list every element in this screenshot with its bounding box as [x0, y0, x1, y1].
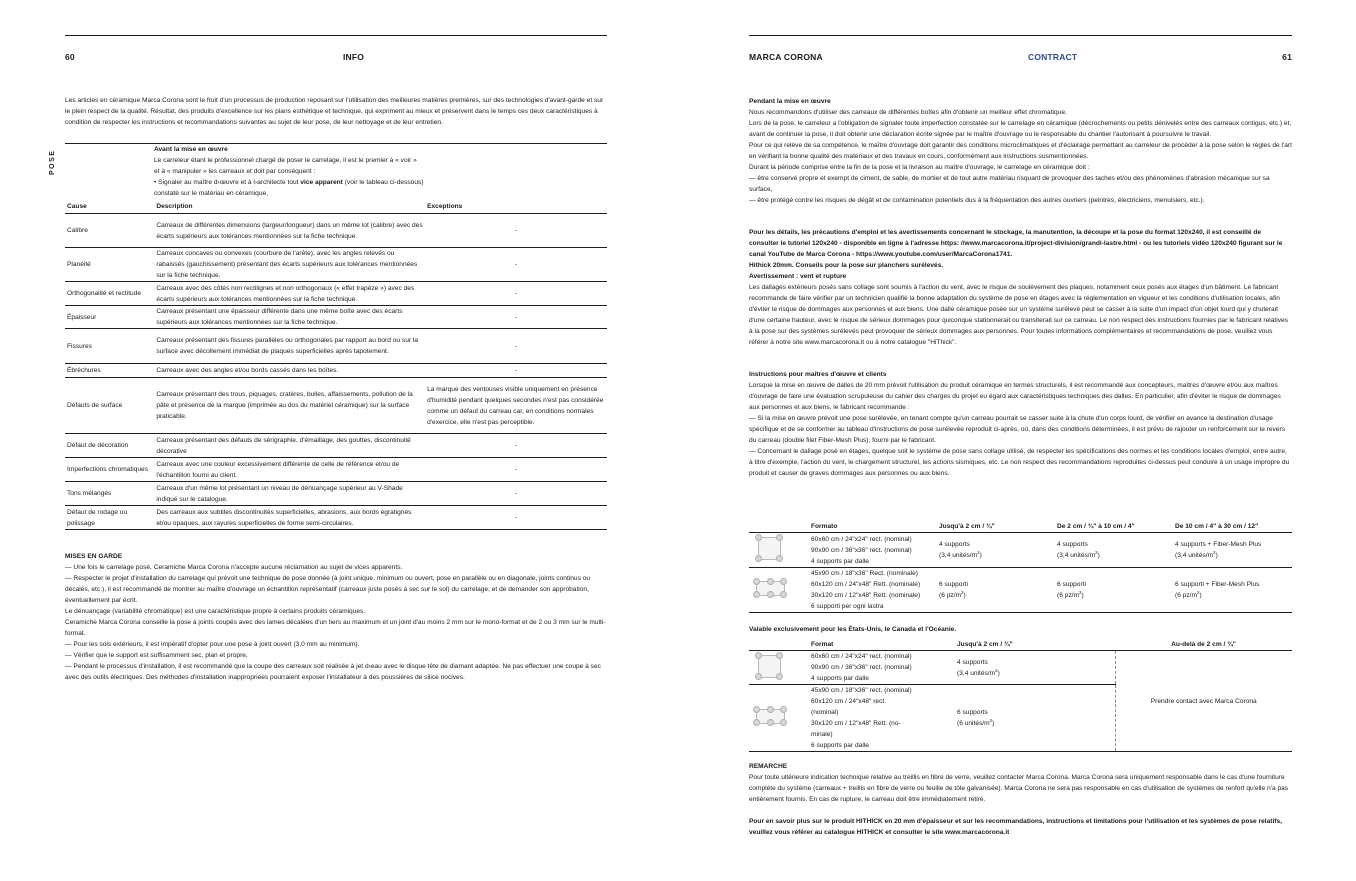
- section-title: INFO: [343, 52, 365, 62]
- description-cell: Carreaux avec des angles et/ou bords cassés dans les boîtes.: [154, 364, 425, 378]
- hithick-title: Hithick 20mm. Conseils pour la pose sur planchers surélevés.: [749, 262, 944, 269]
- cause-cell: Tons mélangés: [65, 482, 154, 506]
- top-rule: [749, 35, 1292, 36]
- table-row: [65, 434, 607, 458]
- value-text: (3,4 unités/m: [939, 552, 978, 559]
- col-format: Formato: [809, 520, 937, 533]
- value-line: 6 supporti + Fiber-Mesh Plus: [1175, 581, 1260, 588]
- right-page: [749, 0, 1292, 881]
- exception-cell: -: [425, 506, 607, 530]
- table-header: [749, 520, 1292, 533]
- value-cell: [1055, 568, 1173, 613]
- table-row: [65, 364, 607, 378]
- cause-cell: Ébréchures: [65, 364, 154, 378]
- before-section: [154, 144, 424, 199]
- instructions-title: Instructions pour maîtres d'œuvre et clients: [749, 371, 887, 378]
- value-cell: [1173, 568, 1292, 613]
- exception-cell: La marque des ventouses visible uniquement en présence d'humidité pendant quelques secondes n'est pas considérée comme un défaut du carreau car, en conditions normales d'exercice, elle n'est pas perceptible.: [425, 378, 607, 434]
- format-cell: [809, 685, 955, 752]
- warning-item: — Pendant le processus d'installation, il est recommandé que la coupe des carreaux soit réalisée à jet d›eau avec le disque tête de diamant adaptée. Ne pas effectuer une coupe à sec avec des outils électriques. Des méthodes d'installation inappropriées pourraient exposer l'installateur à des poussières de silice nocives.: [65, 663, 601, 681]
- wind-text: Les dallages extérieurs posés sans collage sont soumis à l'action du vent, avec le risque de soulèvement des plaques, notamment ceux posés aux étages d'un bâtiment. Le fabricant recommande de faire vérifier par un technicien qualifié la bonne adaptation du système de pose en étages avec la réglementation en vigueur et les conditions d'utilisation locales, afin d'éviter le risque de dommages aux personnes et aux biens. Une dalle céramique posée sur un système surélevé peut se casser à la suite d'un impact d'un objet lourd qui y chuterait d'une certaine hauteur, avec le risque de sérieux dommages pour quiconque stationnerait ou transiterait sur ce carreau. Le non respect des instructions fournies par le fabricant relatives à la pose sur des systèmes surélevés peut provoquer de sérieux dommages aux personnes. Pour toutes informations complémentaires et recommandations de pose, veuillez vous référer à notre site www.marcacorona.it ou à notre catalogue "HiThick".: [749, 284, 1288, 346]
- value-cell: [955, 651, 1115, 685]
- value-line: (3,4 unités/$m^2$): [1175, 550, 1218, 559]
- col-exceptions: Exceptions: [425, 200, 607, 214]
- icon-cell: [749, 685, 809, 752]
- warnings-title: MISES EN GARDE: [65, 553, 123, 560]
- section-title: CONTRACT: [1028, 52, 1078, 62]
- col-icon: [749, 520, 809, 533]
- format-line: 6 supporti per ogni lastra: [811, 603, 884, 610]
- table2-title: Valable exclusivement pour les États-Unis, le Canada et l'Océanie.: [749, 626, 957, 633]
- top-rule: [65, 35, 607, 36]
- col-cause: Cause: [65, 200, 154, 214]
- table-row: [65, 482, 607, 506]
- format-line: 60x120 cm / 24"x48" Rett. (nominale): [811, 581, 921, 588]
- format-line: minale): [811, 731, 833, 738]
- description-cell: Carreaux d'un même lot présentant un niveau de dénuançage supérieur au V-Shade indiqué sur le catalogue.: [154, 482, 425, 506]
- note-text: Pour toute ultérieure indication technique relative au treillis en fibre de verre, veuillez contacter Marca Corona. Marca Corona sera uniquement responsable dans le cas d'une fourniture complète du système (carreaux + treillis en fibre de verre ou feuille de tôle galvanisée). Marca Corona ne sera pas responsable en cas d'utilisation de systèmes de renfort qu'elle n'a pas entièrement fournis. En cas de rupture, le carreau doit être immédiatement retiré.: [749, 774, 1289, 803]
- value-line: (3,4 unités/$m^2$): [939, 550, 982, 559]
- value-cell: [937, 568, 1055, 613]
- value-line: (3,4 unités/$m^2$): [957, 667, 1000, 677]
- before-title: Avant la mise en œuvre: [154, 146, 228, 153]
- format-cell: [809, 651, 955, 685]
- bullet-bold: vice apparent: [300, 179, 343, 186]
- format-line: 60x60 cm / 24"x24" rect. (nominal): [811, 535, 912, 543]
- table-row: [65, 248, 607, 282]
- warning-item: — Vérifier que le support est suffisamment sec, plan et propre,: [65, 652, 248, 659]
- final-note: Pour en savoir plus sur le produit HITHICK en 20 mm d'épaisseur et sur les recommandations, instructions et limitations pour l'utilisation et les systèmes de pose relatifs, veuillez vous référer au catalogue HITHICK et consulter le site www.marcacorona.it: [749, 818, 1282, 836]
- four-support-tile-icon: [755, 652, 783, 680]
- table-row: [65, 329, 607, 364]
- format-line: (nominal): [811, 709, 839, 716]
- exception-cell: -: [425, 306, 607, 329]
- value-text: (6 pz/m: [939, 592, 961, 599]
- description-cell: Carreaux avec des côtés non rectilignes et non orthogonaux (« effet trapèze ») avec des écarts supérieurs aux tolérances mentionnées sur la fiche technique.: [154, 282, 425, 306]
- col-up-to-2: Jusqu'à 2 cm / ¾": [937, 520, 1055, 533]
- value-cell: [955, 685, 1115, 752]
- col-icon: [749, 638, 809, 651]
- unit-sup: 2: [1095, 550, 1098, 555]
- unit-sup: 2: [1078, 590, 1082, 595]
- supports-table: [749, 520, 1292, 613]
- page-number: 60: [65, 52, 75, 62]
- left-page: [49, 0, 607, 881]
- value-text: (3,4 unités/m: [1057, 552, 1096, 559]
- warning-item: — Une fois le carrelage posé, Ceramiche Marca Corona n'accepte aucune réclamation au sujet de vices apparents.: [65, 564, 403, 571]
- value-text: (6 unités/m: [957, 720, 990, 727]
- value-line: (3,4 unités/$m^2$): [1057, 550, 1100, 559]
- six-support-tile-icon: [753, 706, 787, 726]
- cause-cell: Défaut de rodage ou polissage: [65, 506, 154, 530]
- warning-item: Ceramiche Marca Corona conseille la pose à joints coupés avec des lames décalées d'un tiers au maximum et un joint d'au moins 2 mm sur le mono-format et de 2 ou 3 mm sur le multi-format.: [65, 619, 606, 637]
- side-label: POSE: [49, 149, 56, 175]
- col-up-to-2: Jusqu'à 2 cm / ¾": [955, 638, 1115, 651]
- intro-paragraph: Les articles en céramique Marca Corona sont le fruit d'un processus de production reposant sur l'utilisation des meilleures matières premières, sur des technologies d'avant-garde et sur le plein respect de la qualité. Résultat, des produits d'excellence sur les plans esthétique et technique, qui expriment au mieux et préservent dans le temps ces deux caractéristiques à condition de respecter les instructions et recommandations suivantes au sujet de leur pose, de leur nettoyage et de leur entretien.: [65, 97, 604, 126]
- cause-cell: Planéité: [65, 248, 154, 282]
- exception-cell: -: [425, 282, 607, 306]
- value-line: 6 supporti: [939, 581, 968, 588]
- format-line: 60x60 cm / 24"x24" rect. (nominal): [811, 653, 912, 660]
- exception-cell: -: [425, 364, 607, 378]
- description-cell: Carreaux avec une couleur excessivement différente de celle de référence et/ou de l'échantillon fourni au client.: [154, 458, 425, 482]
- description-cell: Carreaux de différentes dimensions (largeur/longueur) dans un même lot (calibre) avec des écarts supérieurs aux tolérances mentionnées sur la fiche technique.: [154, 214, 425, 248]
- cause-cell: Épaisseur: [65, 306, 154, 329]
- value-text: (3,4 unités/m: [957, 669, 996, 677]
- description-cell: Carreaux présentant des défauts de sérigraphie, d'émaillage, des gouttes, discontinuité décorative: [154, 434, 425, 458]
- paragraph: Nous recommandons d'utiliser des carreaux de différentes boîtes afin d'obtenir un meilleur effet chromatique.: [749, 109, 1067, 116]
- exception-cell: -: [425, 434, 607, 458]
- cause-cell: Défaut de décoration: [65, 434, 154, 458]
- value-line: 4 supports: [1057, 541, 1088, 548]
- value-line: 6 supporti: [1057, 581, 1086, 588]
- format-line: 45x90 cm / 18"x36" Rect. (nominale): [811, 570, 918, 577]
- table-row: [65, 506, 607, 530]
- bullet-text-end: (voir le tableau ci-dessous) constaté sur le matériau en céramique,: [154, 179, 424, 197]
- col-2-to-10: De 2 cm / ¾" à 10 cm / 4": [1055, 520, 1173, 533]
- format-line: 30x120 cm / 12"x48" Rett. (nominale): [811, 592, 921, 599]
- page-number: 61: [1282, 52, 1292, 62]
- cause-cell: Orthogonalité et rectitude: [65, 282, 154, 306]
- format-line: 60x120 cm / 24"x48" rect.: [811, 698, 887, 705]
- warning-item: Le dénuançage (variabilité chromatique) est une caractéristique propre à certains produits céramiques.: [65, 608, 366, 615]
- wind-title: Avertissement : vent et rupture: [749, 273, 847, 280]
- paragraph: — Concernant le dallage posé en étages, quelque soit le système de pose sans collage utilisé, de respecter les spécifications des normes et les conditions locales d'emploi, entre autre, à titre d'exemple, l'action du vent, le chargement structurel, les actions sismiques, etc. Le non respect des recommandations reproduites ci-dessus peut conduire à un usage impropre du produit et causer de graves dommages aux personnes ou aux biens.: [749, 448, 1290, 477]
- format-line: 4 supports par dalle: [811, 675, 869, 682]
- contact-cell: Prendre contact avec Marca Corona: [1115, 651, 1292, 752]
- value-line: 4 supports: [957, 658, 988, 666]
- description-cell: Des carreaux aux subtiles discontinuités superficielles, abrasions, aux bords égratignés et/ou opaques, aux rayures superficielles de forme semi-circulaires.: [154, 506, 425, 530]
- exception-cell: -: [425, 458, 607, 482]
- format-line: 6 supports par dalle: [811, 742, 869, 749]
- value-line: (6 $pz/m^2$): [939, 590, 966, 599]
- during-title: Pendant la mise en œuvre: [749, 98, 831, 105]
- exception-cell: -: [425, 214, 607, 248]
- icon-cell: [749, 533, 809, 568]
- format-line: 90x90 cm / 36"x36" rect. (nominal): [811, 546, 912, 554]
- value-line: (6 $pz/m^2$): [1057, 590, 1084, 599]
- unit-sup: 2: [1213, 550, 1216, 555]
- paragraph: — être conservé propre et exempt de ciment, de sable, de mortier et de tout autre matériau risquant de provoquer des taches et/ou des phénomènes d'abrasion mécanique sur sa surface,: [749, 175, 1270, 193]
- description-cell: Carreaux concaves ou convexes (courbure de l'arête), avec les angles relevés ou rabaissés (gauchissement) présentant des écarts supérieurs aux tolérances mentionnées sur la fiche technique.: [154, 248, 425, 282]
- unit-sup: 2: [960, 590, 964, 595]
- exception-cell: -: [425, 329, 607, 364]
- value-cell: [1173, 533, 1292, 568]
- paragraph: Lorsque la mise en œuvre de dalles de 20 mm prévoit l'utilisation du produit céramique en termes structurels, il est recommandé aux concepteurs, maîtres d'œuvre et/ou aux maîtres d'ouvrage de faire une évaluation scrupuleuse du cahier des charges du projet eu égard aux caractéristiques techniques des dalles. En particulier, afin d'éviter le risque de dommages aux personnes et aux biens, le fabricant recommande :: [749, 382, 1281, 411]
- value-line: 4 supports + Fiber-Mesh Plus: [1175, 541, 1262, 548]
- usa-supports-table: [749, 638, 1292, 752]
- format-cell: [809, 533, 937, 568]
- table-row: [749, 651, 1292, 685]
- unit-sup: 2: [989, 718, 993, 723]
- format-line: 45x90 cm / 18"x36" rect. (nominal): [811, 687, 912, 694]
- table-row: [65, 458, 607, 482]
- col-format: Format: [809, 638, 955, 651]
- col-over-2: Au-delà de 2 cm / ¾": [1115, 638, 1292, 651]
- cause-cell: Défauts de surface: [65, 378, 154, 434]
- value-text: (6 pz/m: [1057, 592, 1079, 599]
- table-row: [65, 214, 607, 248]
- table-row: [749, 533, 1292, 568]
- warnings-section: [65, 551, 607, 683]
- cause-cell: Calibre: [65, 214, 154, 248]
- table-row: [65, 306, 607, 329]
- exception-cell: -: [425, 248, 607, 282]
- instructions-section: [749, 369, 1292, 479]
- unit-sup: 2: [1196, 590, 1200, 595]
- value-cell: [1055, 533, 1173, 568]
- value-text: (6 pz/m: [1175, 592, 1197, 599]
- unit-sup: 2: [977, 550, 980, 555]
- defects-table: [65, 200, 607, 530]
- format-cell: [809, 568, 937, 613]
- format-line: 30x120 cm / 12"x48" Rett. (no-: [811, 720, 901, 727]
- value-line: 6 supports: [957, 709, 988, 716]
- before-text: Le carreleur étant le professionnel chargé de poser le carrelage, il est le premier à « voir » et à « manipuler » les carreaux et doit par conséquent :: [154, 157, 417, 175]
- format-line: 90x90 cm / 36"x36" rect. (nominal): [811, 664, 912, 671]
- unit-sup: 2: [995, 667, 998, 673]
- details-section: [749, 227, 1292, 348]
- value-line: (6 $pz/m^2$): [1175, 590, 1202, 599]
- paragraph: — être protégé contre les risques de dégât et de contamination potentiels dus à la fréquentation des autres ouvriers (peintres, électriciens, menuisiers, etc.).: [749, 197, 1205, 204]
- cause-cell: Imperfections chromatiques: [65, 458, 154, 482]
- icon-cell: [749, 651, 809, 685]
- table-row: [749, 568, 1292, 613]
- paragraph: Lors de la pose, le carreleur a l'obligation de signaler toute imperfection constatée sur le carrelage en céramique (décrochements ou petits dénivelés entre des carreaux contigus, etc.) et, avant de continuer la pose, il doit obtenir une déclaration écrite signée par le maître d'ouvrage ou le responsable du chantier l'autorisant à poursuivre le travail.: [749, 120, 1292, 138]
- value-cell: [937, 533, 1055, 568]
- bullet-text: • Signaler au maître d›œuvre et à l›architecte tout: [154, 179, 299, 186]
- during-section: [749, 96, 1292, 206]
- exception-cell: -: [425, 482, 607, 506]
- description-cell: Carreaux présentant des trous, piquages, cratères, bulles, affaissements, pollution de la pâte et présence de la marque (imprimée au dos du matériel céramique) sur la surface praticable.: [154, 378, 425, 434]
- warning-item: — Respecter le projet d'installation du carrelage qui prévoit une technique de pose donnée (à joint unique, minimum ou ouvert, pose en parallèle ou en diagonale, joints continus ou décalés, etc.), il est recommandé de montrer au maître d'ouvrage un échantillon représentatif (carreaux juste posés à sec sur le sol) du carrelage, et de demander son approbation, éventuellement par écrit.: [65, 575, 591, 604]
- icon-cell: [749, 568, 809, 613]
- table-header: [749, 638, 1292, 651]
- table-row: [65, 378, 607, 434]
- col-description: Description: [154, 200, 425, 214]
- before-bullet: [154, 177, 424, 199]
- brand-name: MARCA CORONA: [749, 52, 823, 62]
- six-support-tile-icon: [753, 578, 787, 598]
- description-cell: Carreaux présentant des fissures parallèles ou orthogonales par rapport au bord ou sur la surface avec décollement immédiat de plaques superficielles après tapotement.: [154, 329, 425, 364]
- col-10-to-30: De 10 cm / 4" à 30 cm / 12": [1173, 520, 1292, 533]
- cause-cell: Fissures: [65, 329, 154, 364]
- four-support-tile-icon: [755, 534, 783, 562]
- table-header: [65, 200, 607, 214]
- paragraph: Pour ce qui relève de sa compétence, le maître d'ouvrage doit garantir des conditions microclimatiques et d'éclairage permettant au carreleur de procéder à la pose selon le règles de l'art en vérifiant la bonne qualité des matériaux et des travaux en cours, conformément aux instructions susmentionnées.: [749, 142, 1292, 160]
- note-title: REMARCHE: [749, 763, 788, 770]
- value-text: (3,4 unités/m: [1175, 552, 1214, 559]
- value-line: 4 supports: [939, 541, 970, 548]
- table-row: [65, 282, 607, 306]
- format-line: 4 supports par dalle: [811, 557, 869, 565]
- details-bold: Pour les détails, les précautions d'emploi et les avertissements concernant le stockage, la manutention, la découpe et la pose du format 120x240, il est conseillé de consulter le tutoriel 120x240 - disponible en ligne à l'adresse https: //www.marcacorona.it/project-division/grandi-lastre.html - ou les tutoriels vidéo 120x240 figurant sur le canal YouTube de Marca Corona - https://www.youtube.com/user/MarcaCorona1741.: [749, 229, 1283, 258]
- description-cell: Carreaux présentant une épaisseur différente dans une même boîte avec des écarts supérieurs aux tolérances mentionnées sur la fiche technique.: [154, 306, 425, 329]
- warning-item: — Pour les sols extérieurs, il est impératif d'opter pour une pose à joint ouvert (3,0 mm au minimum).: [65, 641, 360, 648]
- value-line: (6 unités/$m^2$): [957, 718, 995, 727]
- paragraph: — Si la mise en œuvre prévoit une pose surélevée, en tenant compte qu'un carreau pourrait se casser suite à la chute d'un corps lourd, de vérifier en avance la destination d'usage spécifique et de se conformer au tableau d'instructions de pose surélevée reproduit ci-après, où, dans des conditions déterminées, il est prévu de rajouter un renforcement sur le revers du carreau (double filet Fiber-Mesh Plus), fourni par le fabricant.: [749, 415, 1286, 444]
- note-section: [749, 761, 1292, 805]
- paragraph: Durant la période comprise entre la fin de la pose et la livraison au maître d'ouvrage, le carrelage en céramique doit :: [749, 164, 1090, 171]
